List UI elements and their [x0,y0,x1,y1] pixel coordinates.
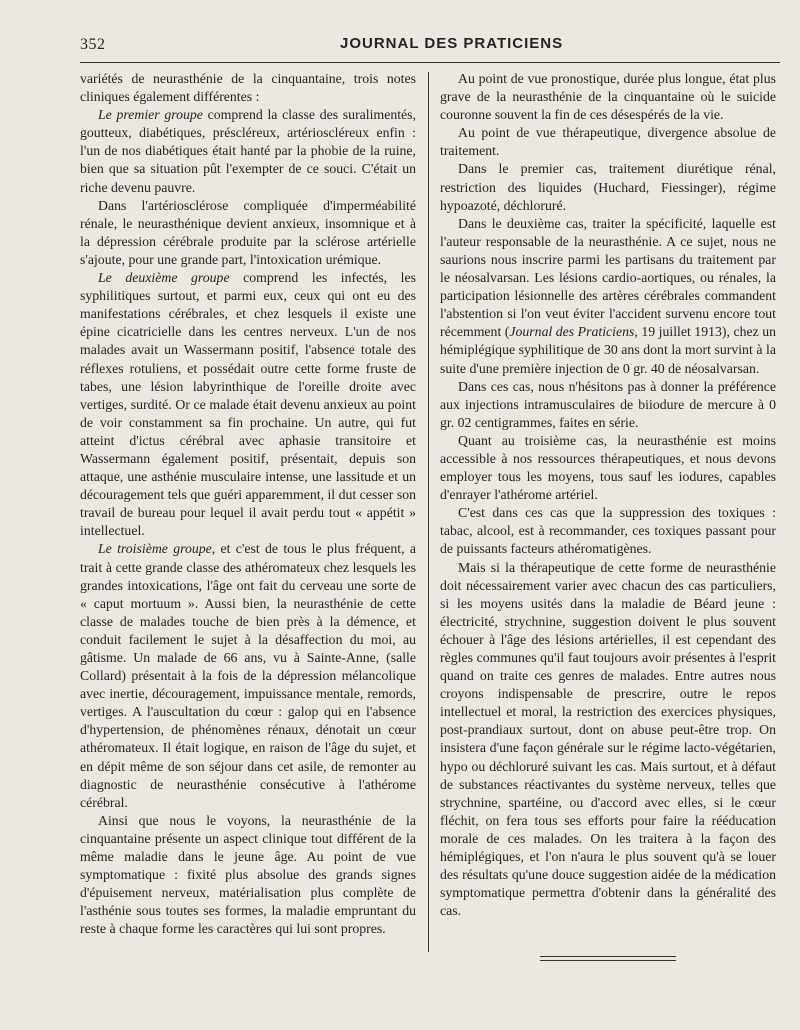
paragraph: C'est dans ces cas que la suppression des toxiques : tabac, alcool, est à recommander, ces toxiques passant pour de puissants facteurs athéromatigènes. [440,505,776,557]
group-heading-second: Le deuxième groupe [98,270,230,286]
paragraph [80,269,416,540]
journal-reference: Journal des Praticiens [509,324,635,340]
right-column [440,70,776,950]
paragraph: Mais si la thérapeutique de cette forme de neurasthénie doit nécessairement varier avec chacun des cas particuliers, si les moyens usités dans la maladie de Béard jeune : électricité, strychnine, suggestion doivent le plus souvent échouer à l'âge des lésions artérielles, il est cependant des règles communes qu'il faut toujours avoir présentes à l'esprit quand on traite ces genres de malades. Entre autres nous croyons indispensable de prescrire, outre le repos intellectuel et moral, la restriction des exercices physiques, post-prandiaux surtout, dont on abuse peut-être trop. On insistera d'une façon générale sur le régime lacto-végétarien, hypo ou déchloruré suivant les cas. Mais surtout, et à défaut de substances réactivantes du système nerveux, telles que strychnine, spartéine, ou d'accord avec elles, si le cœur fléchit, on fera tous ses efforts pour faire la rééducation morale de ces malades. On les traitera à la façon des hémiplégiques, et l'on n'aura le plus souvent qu'à se louer des résultats qu'une douce suggestion aidée de la médication symptomatique permettra d'obtenir dans la généralité des cas. [440,559,776,919]
paragraph-text: comprend les infectés, les syphilitiques surtout, et parmi eux, ceux qui ont eu des manifestations cérébrales, et chez lesquels il existe une épine cicatricielle dans les centres nerveux. L'un de nos malades avait un Wassermann positif, l'absence totale des réflexes rotuliens, et possédait outre cette forme fruste de tabes, une lésion labyrinthique de l'oreille droite avec vertiges, surdité. Or ce malade était devenu anxieux au point de voir constamment sa fin prochaine. Un autre, qui fut atteint d'ictus cérébral avec aphasie transitoire et Wassermann également positif, présentait, depuis son attaque, une asthénie musculaire intense, une lassitude et un découragement tels que guéri apparemment, il dut cesser son travail de bureau pour lequel il avait perdu tout « appétit » intellectuel. [80,270,416,539]
paragraph: variétés de neurasthénie de la cinquantaine, trois notes cliniques également différentes : [80,71,416,105]
paragraph: Quant au troisième cas, la neurasthénie est moins accessible à nos ressources thérapeutiques, et nous devons employer tous les moyens, tous sauf les iodures, capables d'enrayer l'athérome artériel. [440,432,776,503]
page-number: 352 [80,36,106,53]
paragraph: Au point de vue pronostique, durée plus longue, état plus grave de la neurasthénie de la cinquantaine où le suicide couronne souvent la fin de ces désespérés de la vie. [440,71,776,123]
end-rule-top [540,956,676,957]
paragraph: Ainsi que nous le voyons, la neurasthénie de la cinquantaine présente un aspect clinique tout différent de la même maladie dans le jeune âge. Au point de vue symptomatique : fixité plus absolue des grands signes d'épuisement nerveux, matérialisation plus complète de l'asthénie sous toutes ses formes, la maladie empruntant du reste à chaque forme les caractères qui lui sont propres. [80,812,416,937]
paragraph [80,106,416,196]
column-divider [428,72,429,952]
paragraph: Au point de vue thérapeutique, divergence absolue de traitement. [440,125,776,159]
page-header [80,32,780,56]
end-rule-bottom [540,960,676,961]
paragraph: Dans le premier cas, traitement diurétique rénal, restriction des liquides (Huchard, Fiessinger), régime hypoazoté, déchloruré. [440,161,776,213]
group-heading-third: Le troisième groupe [98,541,212,557]
paragraph: Dans l'artériosclérose compliquée d'imperméabilité rénale, le neurasthénique devient anxieux, insomnique et à la dépression cérébrale produite par la sclérose artérielle s'ajoute, pour une grande part, l'intoxication urémique. [80,197,416,267]
paragraph [80,540,416,811]
paragraph: Dans ces cas, nous n'hésitons pas à donner la préférence aux injections intramusculaires de biiodure de mercure à 0 gr. 02 centigrammes, faites en série. [440,378,776,430]
running-title: JOURNAL DES PRATICIENS [340,35,564,52]
paragraph-text: , 19 juillet 1913), chez un hémiplégique syphilitique de 30 ans dont la mort survint à la suite d'une première injection de 0 gr. 40 de néosalvarsan. [440,324,776,376]
group-heading-first: Le premier groupe [98,107,203,123]
paragraph [440,215,776,378]
paragraph-text: comprend la classe des suralimentés, goutteux, diabétiques, préscléreux, artérioscléreux enfin : l'un de nos diabétiques était hanté par la phobie de la ruine, bien que sa situation pût l'exempter de ce souci. C'était un riche devenu pauvre. [80,107,416,195]
paragraph-text: Dans le deuxième cas, traiter la spécificité, laquelle est l'auteur responsable de la neurasthénie. A ce sujet, nous ne saurions nous inscrire parmi les partisans du traitement par le néosalvarsan. Les lésions cardio-aortiques, ou rénales, la participation lésionnelle des artères cérébrales commandent l'abstention si l'on veut éviter l'accident survenu encore tout récemment ( [440,215,776,340]
paragraph-text: , et c'est de tous le plus fréquent, a trait à cette grande classe des athéromateux chez lesquels les grandes intoxications, l'âge ont fait du cerveau une sorte de « caput mortuum ». Aussi bien, la neurasthénie de cette classe de malades touche de bien près à la démence, et conduit facilement le sujet à la désaffection du moi, au gâtisme. Un malade de 66 ans, vu à Sainte-Anne, (salle Collard) présentait à la fois de la dépression mélancolique avec inertie, découragement, impuissance mentale, remords, vertiges. A l'auscultation du cœur : galop qui en l'absence d'hypertension, de phénomènes rénaux, dénotait un cœur athéromateux. Il était logique, en raison de l'âge du sujet, et en dépit même de son séjour dans cet asile, de remonter au diagnostic de neurasthénie consécutive à l'athérome cérébral. [80,541,416,810]
header-rule [80,62,780,63]
left-column [80,70,416,965]
